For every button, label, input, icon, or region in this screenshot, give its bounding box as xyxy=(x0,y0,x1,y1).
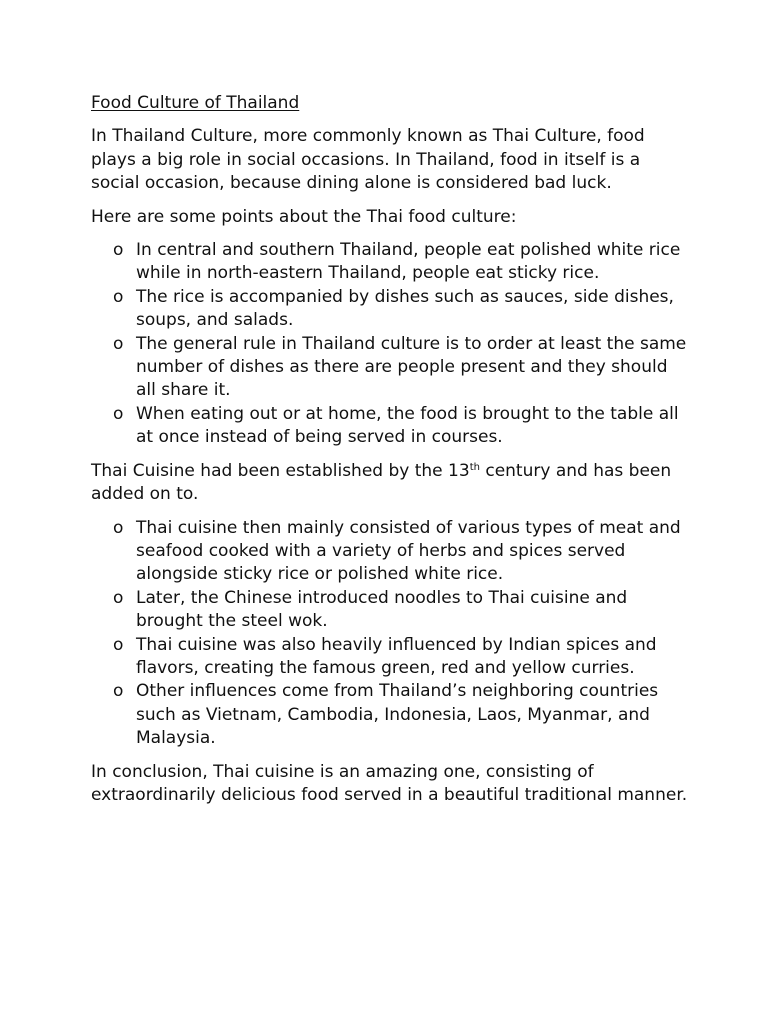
conclusion-paragraph: In conclusion, Thai cuisine is an amazing one, consisting of extraordinarily delicious food served in a beautiful traditional manner. xyxy=(91,761,688,805)
list-item xyxy=(113,333,691,403)
list-item-text: Thai cuisine was also heavily influenced by Indian spices and flavors, creating the famous green, red and yellow curries. xyxy=(136,634,657,678)
list-item-text: Later, the Chinese introduced noodles to Thai cuisine and brought the steel wok. xyxy=(136,587,628,632)
history-text-after: century and has been added on to. xyxy=(91,460,672,505)
bullet-marker: o xyxy=(113,517,124,538)
list-item xyxy=(113,286,691,333)
list-item-text: In central and southern Thailand, people eat polished white rice while in north-eastern Thailand, people eat sticky rice. xyxy=(136,240,681,284)
bullet-marker: o xyxy=(113,634,124,655)
document-page xyxy=(91,92,691,817)
list-item-text: Other influences come from Thailand’s neighboring countries such as Vietnam, Cambodia, Indonesia, Laos, Myanmar, and Malaysia. xyxy=(136,681,659,749)
list-item-text: Thai cuisine then mainly consisted of various types of meat and seafood cooked with a variety of herbs and spices served alongside sticky rice or polished white rice. xyxy=(136,517,681,585)
cuisine-influences-list xyxy=(91,517,691,751)
list-item-text: When eating out or at home, the food is brought to the table all at once instead of being served in courses. xyxy=(136,403,679,448)
bullet-marker: o xyxy=(113,286,124,307)
intro-paragraph: In Thailand Culture, more commonly known as Thai Culture, food plays a big role in social occasions. In Thailand, food in itself is a social occasion, because dining alone is considered bad luck. xyxy=(91,126,645,194)
bullet-marker: o xyxy=(113,587,124,608)
points-intro-paragraph: Here are some points about the Thai food culture: xyxy=(91,206,517,227)
bullet-marker: o xyxy=(113,681,124,702)
history-paragraph xyxy=(91,460,691,507)
ordinal-superscript: th xyxy=(469,461,480,473)
list-item xyxy=(113,680,691,750)
list-item xyxy=(113,634,691,681)
list-item-text: The rice is accompanied by dishes such as sauces, side dishes, soups, and salads. xyxy=(136,286,674,331)
list-item xyxy=(113,587,691,634)
list-item xyxy=(113,403,691,450)
document-title: Food Culture of Thailand xyxy=(91,93,300,113)
food-culture-points-list xyxy=(91,239,691,450)
bullet-marker: o xyxy=(113,403,124,424)
list-item xyxy=(113,239,691,286)
history-text-before: Thai Cuisine had been established by the 13 xyxy=(91,460,470,481)
list-item xyxy=(113,517,691,587)
bullet-marker: o xyxy=(113,333,124,354)
list-item-text: The general rule in Thailand culture is to order at least the same number of dishes as there are people present and they should all share it. xyxy=(136,333,687,401)
bullet-marker: o xyxy=(113,240,124,261)
